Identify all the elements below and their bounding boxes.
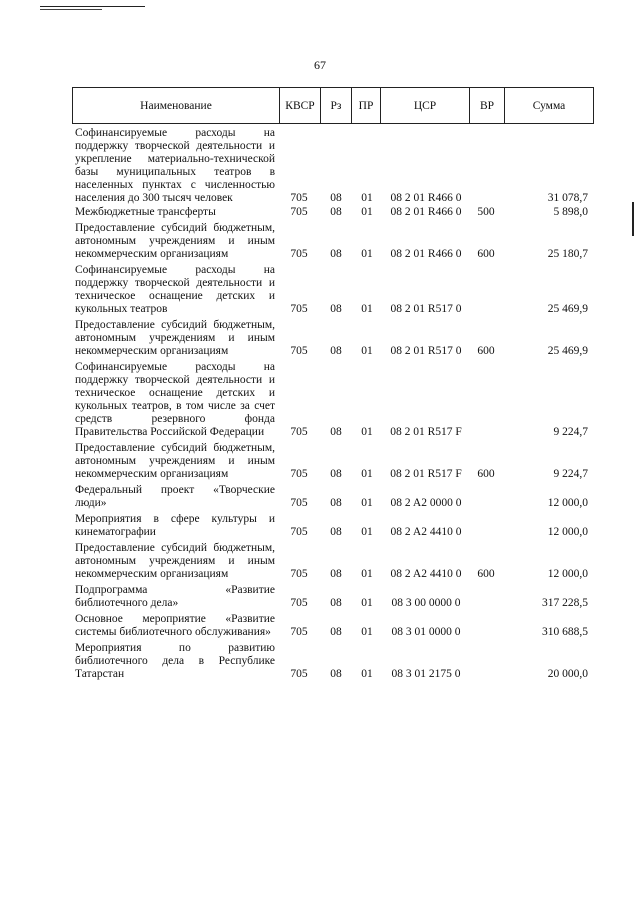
header-kvsr: КВСР	[279, 87, 321, 124]
row-sum: 31 078,7	[547, 192, 588, 204]
row-pr: 01	[361, 526, 373, 538]
row-csr: 08 3 01 2175 0	[391, 668, 461, 680]
row-name: Подпрограмма «Развитие библиотечного дела»	[75, 584, 275, 609]
row-name: Предоставление субсидий бюджетным, автономным учреждениям и иным некоммерческим организациям	[75, 442, 275, 480]
table-body	[72, 124, 594, 681]
row-sum: 25 469,9	[547, 345, 588, 357]
row-kvsr: 705	[290, 597, 308, 609]
margin-mark	[632, 202, 634, 236]
header-csr: ЦСР	[380, 87, 470, 124]
page-number: 67	[314, 58, 326, 72]
row-kvsr: 705	[290, 303, 308, 315]
row-kvsr: 705	[290, 206, 308, 218]
row-csr: 08 3 01 0000 0	[391, 626, 461, 638]
row-rz: 08	[330, 468, 342, 480]
table-row	[72, 206, 594, 219]
row-csr: 08 2 A2 4410 0	[390, 526, 462, 538]
row-name: Основное мероприятие «Развитие системы библиотечного обслуживания»	[75, 613, 275, 638]
row-kvsr: 705	[290, 426, 308, 438]
row-rz: 08	[330, 248, 342, 260]
row-pr: 01	[361, 206, 373, 218]
row-sum: 25 469,9	[547, 303, 588, 315]
table-row	[72, 542, 594, 581]
row-sum: 12 000,0	[547, 497, 588, 509]
row-rz: 08	[330, 426, 342, 438]
row-pr: 01	[361, 248, 373, 260]
row-name: Предоставление субсидий бюджетным, автономным учреждениям и иным некоммерческим организациям	[75, 542, 275, 580]
row-rz: 08	[330, 192, 342, 204]
row-csr: 08 3 00 0000 0	[391, 597, 461, 609]
row-rz: 08	[330, 526, 342, 538]
row-rz: 08	[330, 345, 342, 357]
table-row	[72, 127, 594, 205]
row-name: Мероприятия в сфере культуры и кинематографии	[75, 513, 275, 538]
row-name: Предоставление субсидий бюджетным, автономным учреждениям и иным некоммерческим организациям	[75, 319, 275, 357]
row-kvsr: 705	[290, 497, 308, 509]
row-pr: 01	[361, 626, 373, 638]
row-name: Софинансируемые расходы на поддержку творческой деятельности и укрепление материально-технической базы муниципальных театров в населенных пунктах с численностью населения до 300 тысяч человек	[75, 127, 275, 204]
table-row	[72, 222, 594, 261]
row-sum: 25 180,7	[547, 248, 588, 260]
row-pr: 01	[361, 192, 373, 204]
row-vr: 600	[477, 345, 495, 357]
row-vr: 500	[477, 206, 495, 218]
table-row	[72, 584, 594, 610]
table-header	[72, 87, 594, 124]
row-name: Софинансируемые расходы на поддержку творческой деятельности и техническое оснащение детских и кукольных театров	[75, 264, 275, 315]
header-sum: Сумма	[504, 87, 594, 124]
row-name: Предоставление субсидий бюджетным, автономным учреждениям и иным некоммерческим организациям	[75, 222, 275, 260]
row-csr: 08 2 01 R517 F	[390, 426, 462, 438]
row-rz: 08	[330, 626, 342, 638]
row-kvsr: 705	[290, 626, 308, 638]
row-kvsr: 705	[290, 248, 308, 260]
table-row	[72, 319, 594, 358]
row-name: Федеральный проект «Творческие люди»	[75, 484, 275, 509]
row-pr: 01	[361, 426, 373, 438]
row-csr: 08 2 01 R517 F	[390, 468, 462, 480]
row-csr: 08 2 01 R517 0	[390, 303, 462, 315]
row-name: Межбюджетные трансферты	[75, 206, 216, 218]
header-vr: ВР	[469, 87, 505, 124]
table-row	[72, 361, 594, 439]
table-row	[72, 264, 594, 316]
row-pr: 01	[361, 497, 373, 509]
row-rz: 08	[330, 597, 342, 609]
row-name: Мероприятия по развитию библиотечного дела в Республике Татарстан	[75, 642, 275, 680]
row-rz: 08	[330, 668, 342, 680]
row-sum: 5 898,0	[553, 206, 588, 218]
row-sum: 9 224,7	[553, 426, 588, 438]
row-csr: 08 2 01 R517 0	[390, 345, 462, 357]
row-rz: 08	[330, 497, 342, 509]
row-csr: 08 2 A2 0000 0	[390, 497, 462, 509]
row-sum: 317 228,5	[542, 597, 588, 609]
row-name: Софинансируемые расходы на поддержку творческой деятельности и техническое оснащение детских и кукольных театров, в том числе за счет средств резервного фонда Правительства Российской Федерации	[75, 361, 275, 438]
row-pr: 01	[361, 303, 373, 315]
row-sum: 20 000,0	[547, 668, 588, 680]
row-pr: 01	[361, 568, 373, 580]
row-kvsr: 705	[290, 568, 308, 580]
header-rz: Рз	[320, 87, 352, 124]
table-row	[72, 442, 594, 481]
table-row	[72, 613, 594, 639]
row-vr: 600	[477, 248, 495, 260]
row-rz: 08	[330, 303, 342, 315]
table-row	[72, 642, 594, 681]
header-name: Наименование	[72, 87, 280, 124]
table-row	[72, 513, 594, 539]
header-pr: ПР	[351, 87, 381, 124]
row-csr: 08 2 01 R466 0	[390, 206, 462, 218]
table-row	[72, 484, 594, 510]
row-sum: 9 224,7	[553, 468, 588, 480]
row-pr: 01	[361, 668, 373, 680]
row-pr: 01	[361, 468, 373, 480]
row-kvsr: 705	[290, 345, 308, 357]
top-rule-short	[40, 9, 102, 10]
row-vr: 600	[477, 468, 495, 480]
row-vr: 600	[477, 568, 495, 580]
row-pr: 01	[361, 597, 373, 609]
row-csr: 08 2 01 R466 0	[390, 248, 462, 260]
row-sum: 12 000,0	[547, 568, 588, 580]
row-pr: 01	[361, 345, 373, 357]
row-rz: 08	[330, 568, 342, 580]
row-kvsr: 705	[290, 192, 308, 204]
row-rz: 08	[330, 206, 342, 218]
row-kvsr: 705	[290, 668, 308, 680]
row-sum: 310 688,5	[542, 626, 588, 638]
row-sum: 12 000,0	[547, 526, 588, 538]
row-kvsr: 705	[290, 526, 308, 538]
row-csr: 08 2 A2 4410 0	[390, 568, 462, 580]
row-csr: 08 2 01 R466 0	[390, 192, 462, 204]
row-kvsr: 705	[290, 468, 308, 480]
top-rule	[40, 6, 145, 7]
